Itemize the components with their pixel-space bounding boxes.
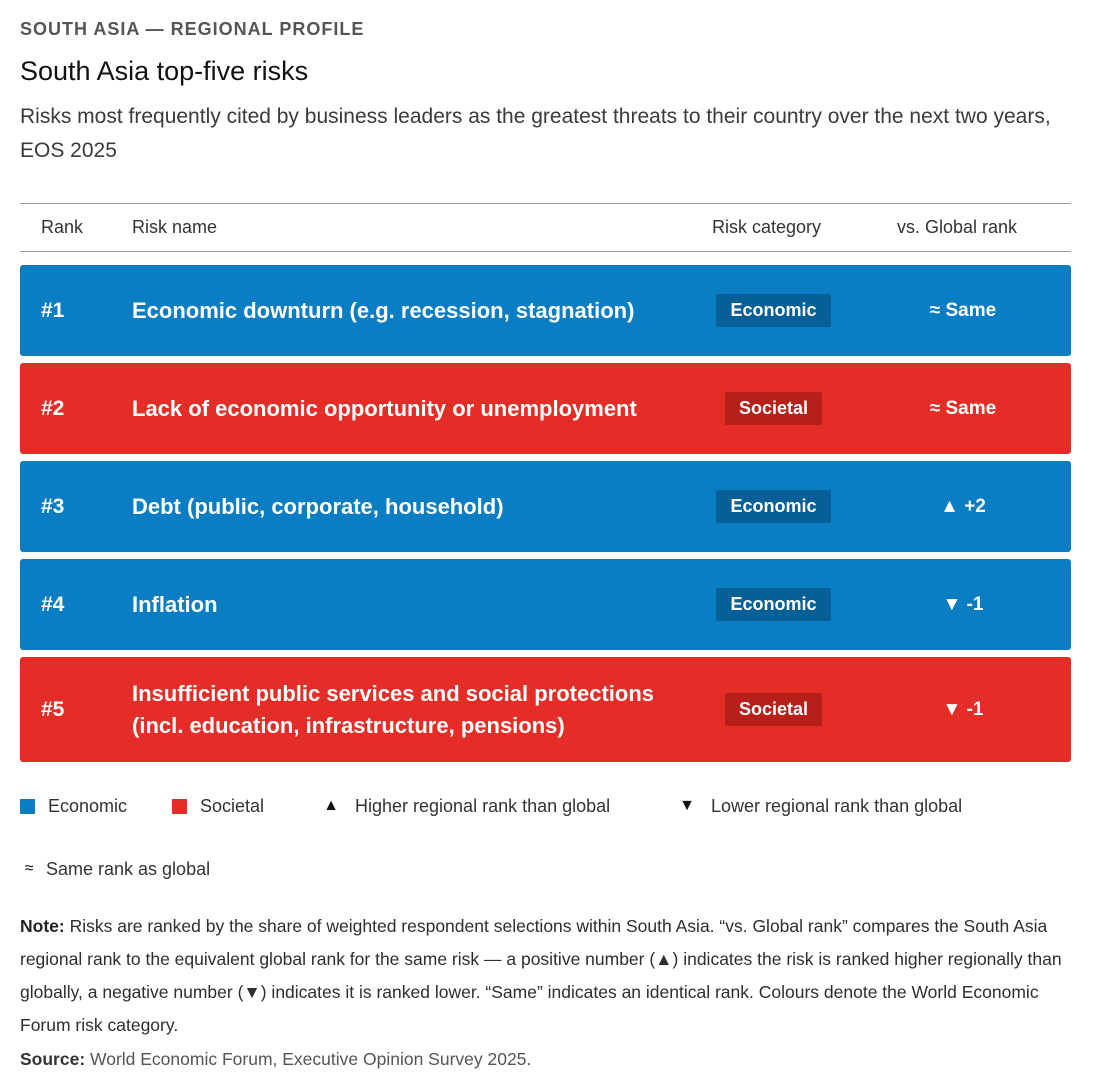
legend-label: Lower regional rank than global (711, 795, 963, 816)
legend-item-lower (678, 795, 962, 817)
rank-cell: #5 (41, 697, 65, 721)
column-header-rank: Rank (41, 217, 84, 237)
economic-swatch-icon (20, 799, 35, 814)
legend-item-economic (20, 795, 127, 817)
legend-label: Higher regional rank than global (355, 795, 611, 816)
approx-equal-icon: ≈ (24, 860, 34, 877)
legend-item-societal (172, 795, 264, 817)
category-badge: Societal (725, 392, 822, 425)
column-header-vs-global-rank: vs. Global rank (897, 217, 1018, 237)
table-header (20, 203, 1071, 252)
legend-item-same (20, 858, 210, 880)
table-row (20, 363, 1071, 454)
source-text: World Economic Forum, Executive Opinion Survey 2025. (85, 1049, 532, 1069)
category-cell (680, 265, 867, 356)
vs-global-cell: ▼ -1 (942, 593, 984, 615)
source-label: Source: (20, 1049, 86, 1069)
category-cell (680, 461, 867, 552)
risk-table-body (20, 265, 1071, 769)
rank-cell: #2 (41, 396, 65, 420)
legend-label: Economic (48, 795, 128, 816)
category-badge: Economic (716, 588, 830, 621)
vs-global-cell: ▲ +2 (940, 495, 986, 517)
legend-label: Societal (200, 795, 265, 816)
risk-name-cell: Insufficient public services and social protections (incl. education, infrastructure, pensions) (132, 680, 655, 738)
vs-global-cell: ≈ Same (929, 299, 997, 321)
note-paragraph (20, 910, 1070, 1042)
triangle-up-icon: ▲ (323, 797, 339, 814)
legend-item-higher (322, 795, 610, 817)
triangle-down-icon: ▼ (679, 797, 695, 814)
table-row (20, 559, 1071, 650)
table-row (20, 657, 1071, 762)
category-cell (680, 657, 867, 762)
category-cell (680, 363, 867, 454)
risk-name-cell: Inflation (132, 591, 218, 617)
category-badge: Economic (716, 490, 830, 523)
column-header-risk-name: Risk name (132, 217, 218, 237)
eyebrow-label: SOUTH ASIA — REGIONAL PROFILE (20, 19, 365, 39)
rank-cell: #1 (41, 298, 65, 322)
risk-name-cell: Debt (public, corporate, household) (132, 493, 504, 519)
page-subtitle: Risks most frequently cited by business leaders as the greatest threats to their country over the next two years, EOS 2025 (20, 105, 1051, 162)
vs-global-cell: ▼ -1 (942, 698, 984, 720)
rank-cell: #3 (41, 494, 65, 518)
category-badge: Economic (716, 294, 830, 327)
risk-name-cell: Lack of economic opportunity or unemployment (132, 395, 637, 421)
note-label: Note: (20, 916, 65, 936)
source-line (20, 1049, 531, 1070)
page-title: South Asia top-five risks (20, 56, 309, 86)
legend-label: Same rank as global (46, 858, 211, 879)
note-text: Risks are ranked by the share of weighted respondent selections within South Asia. “vs. Global rank” compares the South Asia regional rank to the equivalent global rank for the same risk — a positive number (▲) indicates the risk is ranked higher regionally than globally, a negative number (▼) indicates it is ranked lower. “Same” indicates an identical rank. Colours denote the World Economic Forum risk category. (20, 916, 1062, 1035)
category-cell (680, 559, 867, 650)
table-row (20, 265, 1071, 356)
rank-cell: #4 (41, 592, 65, 616)
column-header-risk-category: Risk category (712, 217, 822, 237)
vs-global-cell: ≈ Same (929, 397, 997, 419)
societal-swatch-icon (172, 799, 187, 814)
category-badge: Societal (725, 693, 822, 726)
legend (20, 795, 1071, 817)
risk-name-cell: Economic downturn (e.g. recession, stagnation) (132, 297, 635, 323)
table-row (20, 461, 1071, 552)
